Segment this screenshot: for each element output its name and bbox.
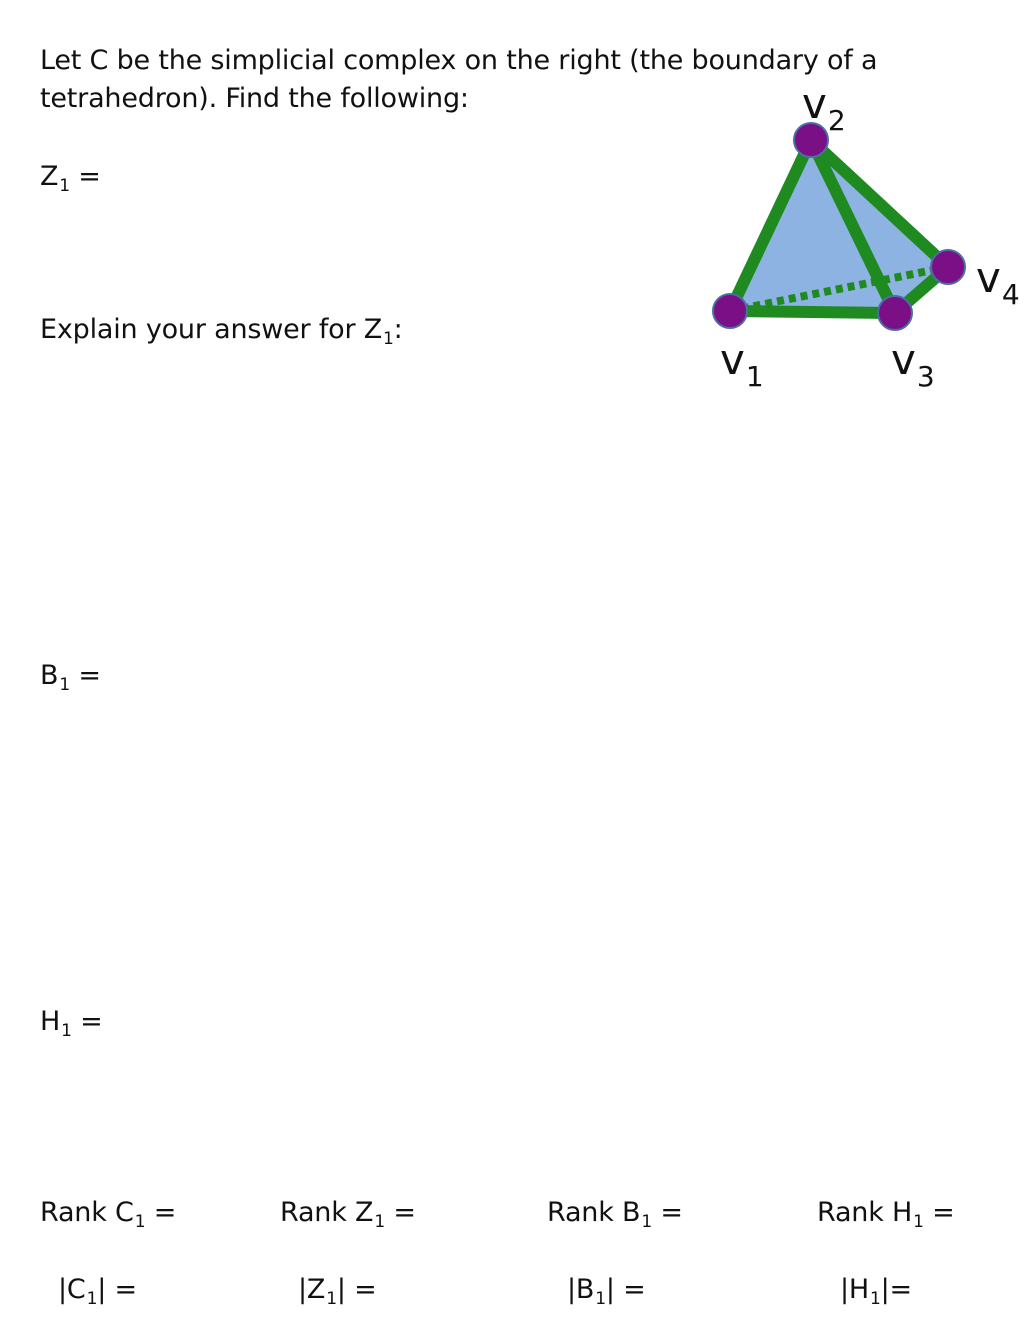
- tetrahedron-figure: [680, 88, 1024, 400]
- vertex-v4: [931, 250, 965, 284]
- z1-prompt: $Z_1$ =: [40, 161, 101, 196]
- vertex-v3: [878, 296, 912, 330]
- order-c1-prompt: $|C_1|$ =: [58, 1274, 137, 1309]
- rank-h1-prompt: Rank $H_1$ =: [817, 1197, 955, 1232]
- order-h1-prompt: $|H_1|=$: [840, 1274, 912, 1309]
- intro-line-2: tetrahedron). Find the following:: [40, 83, 469, 114]
- intro-line-1: Let C be the simplicial complex on the right (the boundary of a: [40, 45, 878, 76]
- explain-z1-prompt: Explain your answer for $Z_1$:: [40, 314, 403, 349]
- rank-z1-prompt: Rank $Z_1$ =: [280, 1197, 416, 1232]
- vertex-v2: [794, 123, 828, 157]
- vertex-label-v1: $v_1$: [720, 335, 764, 393]
- order-z1-prompt: $|Z_1|$ =: [298, 1274, 377, 1309]
- vertex-label-v4: $v_4$: [976, 253, 1020, 311]
- rank-c1-prompt: Rank $C_1$ =: [40, 1197, 177, 1232]
- edge-v1-v3: [730, 311, 895, 313]
- vertex-label-v2: $v_2$: [802, 88, 846, 137]
- vertex-v1: [713, 294, 747, 328]
- order-b1-prompt: $|B_1|$ =: [567, 1274, 646, 1309]
- b1-prompt: $B_1$ =: [40, 660, 101, 695]
- h1-prompt: $H_1$ =: [40, 1006, 103, 1041]
- vertex-label-v3: $v_3$: [891, 335, 935, 393]
- rank-b1-prompt: Rank $B_1$ =: [547, 1197, 683, 1232]
